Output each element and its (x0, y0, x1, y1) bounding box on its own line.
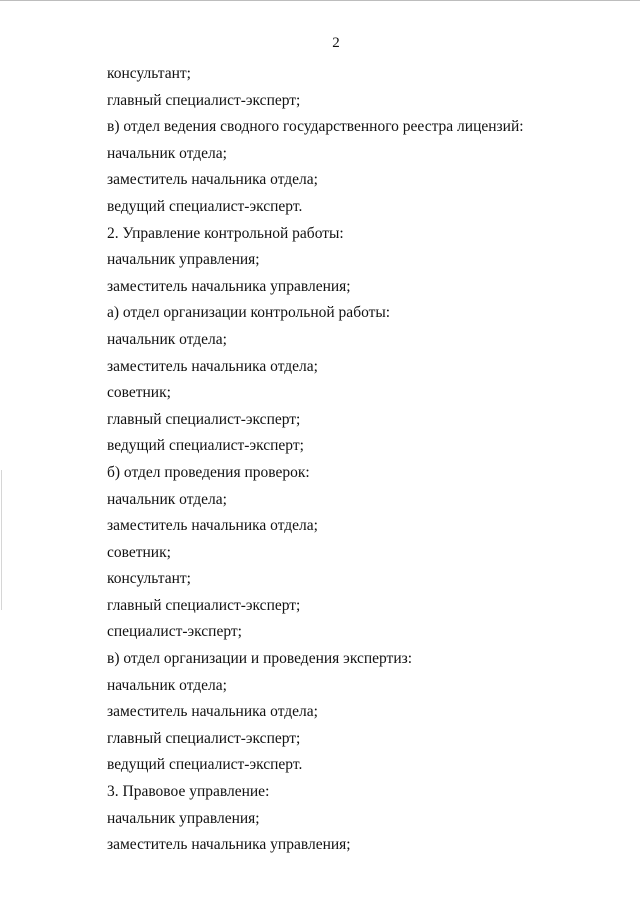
text-line: начальник управления; (107, 251, 260, 269)
text-line: ведущий специалист-эксперт. (107, 197, 303, 215)
text-line: 2. Управление контрольной работы: (107, 224, 344, 242)
text-line: специалист-эксперт; (107, 623, 242, 641)
text-line: главный специалист-эксперт; (107, 410, 301, 428)
text-line: в) отдел ведения сводного государственного реестра лицензий: (107, 118, 524, 136)
text-line: начальник отдела; (107, 490, 227, 508)
text-line: начальник отдела; (107, 144, 227, 162)
text-line: главный специалист-эксперт; (107, 596, 301, 614)
text-line: 3. Правовое управление: (107, 783, 270, 801)
text-line: заместитель начальника отдела; (107, 703, 318, 721)
text-line: главный специалист-эксперт; (107, 729, 301, 747)
page-number: 2 (332, 35, 340, 51)
scan-edge-left (1, 470, 2, 610)
text-line: консультант; (107, 570, 191, 588)
text-line: заместитель начальника управления; (107, 277, 351, 295)
text-line: советник; (107, 384, 171, 402)
text-line: главный специалист-эксперт; (107, 91, 301, 109)
text-line: консультант; (107, 65, 191, 82)
text-line: б) отдел проведения проверок: (107, 463, 310, 481)
text-line: а) отдел организации контрольной работы: (107, 304, 391, 322)
text-line: заместитель начальника отдела; (107, 171, 318, 189)
text-line: советник; (107, 543, 171, 561)
text-line: начальник отдела; (107, 676, 227, 694)
text-line: заместитель начальника отдела; (107, 517, 318, 535)
scan-edge-top (0, 0, 640, 1)
document-text-lines (107, 64, 627, 862)
text-line: заместитель начальника отдела; (107, 357, 318, 375)
text-line: начальник управления; (107, 809, 260, 827)
text-line: в) отдел организации и проведения экспертиз: (107, 650, 413, 668)
text-line: начальник отдела; (107, 330, 227, 348)
text-line: ведущий специалист-эксперт. (107, 756, 303, 774)
text-line: заместитель начальника управления; (107, 836, 351, 854)
text-line: ведущий специалист-эксперт; (107, 437, 304, 455)
